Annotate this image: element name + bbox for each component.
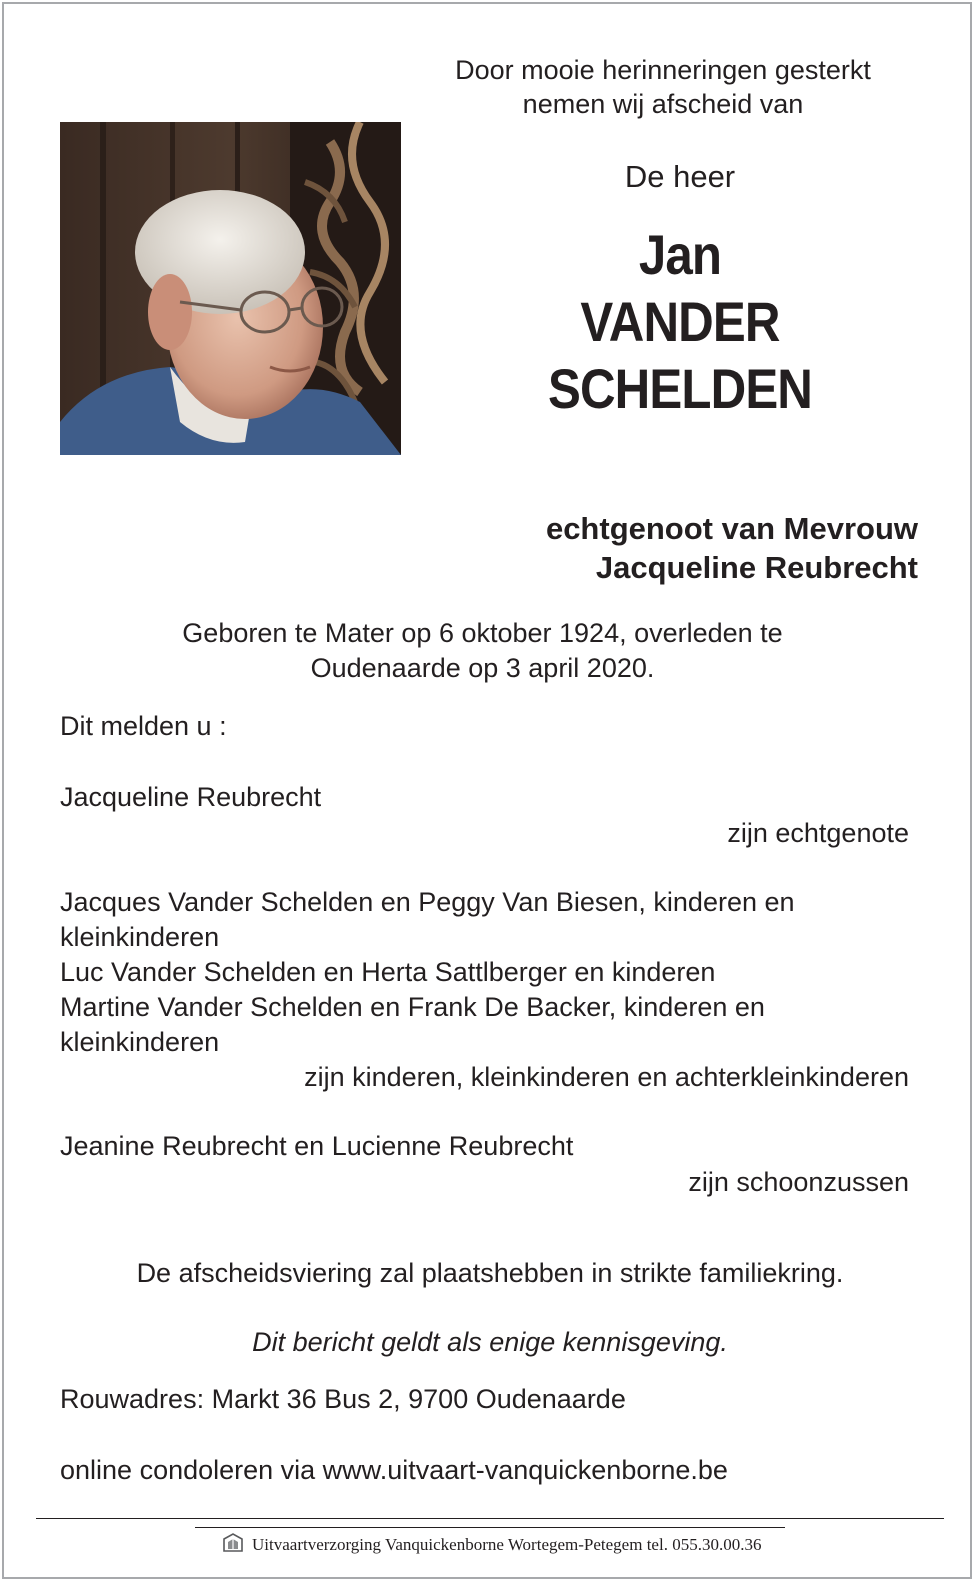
funeral-home-text: Uitvaartverzorging Vanquickenborne Wortegem-Petegem tel. 055.30.00.36 <box>252 1535 762 1554</box>
children-line-3: Luc Vander Schelden en Herta Sattlberger en kinderen <box>60 957 716 987</box>
intro-line-2: nemen wij afscheid van <box>522 89 804 119</box>
birth-death-line-1: Geboren te Mater op 6 oktober 1924, overleden te <box>182 618 783 648</box>
birth-death-line-2: Oudenaarde op 3 april 2020. <box>310 653 655 683</box>
funeral-home-logo-icon <box>222 1533 244 1558</box>
inlaws-names: Jeanine Reubrecht en Lucienne Reubrecht <box>60 1131 574 1161</box>
intro-line-1: Door mooie herinneringen gesterkt <box>455 55 871 85</box>
spouse-line-2: Jacqueline Reubrecht <box>595 550 918 585</box>
condolence-link[interactable]: online condoleren via www.uitvaart-vanquickenborne.be <box>60 1455 728 1485</box>
spouse-name: Jacqueline Reubrecht <box>60 782 322 812</box>
official-notice: Dit bericht geldt als enige kennisgeving. <box>252 1327 728 1357</box>
deceased-last-name-1: VANDER <box>580 290 780 353</box>
deceased-first-name: Jan <box>638 223 722 286</box>
ceremony-notice: De afscheidsviering zal plaatshebben in strikte familiekring. <box>136 1258 844 1288</box>
spouse-line-1: echtgenoot van Mevrouw <box>545 511 918 546</box>
children-line-5: kleinkinderen <box>60 1027 220 1057</box>
footer-divider <box>36 1518 944 1519</box>
children-relation: zijn kinderen, kleinkinderen en achterkleinkinderen <box>304 1062 909 1092</box>
inlaws-relation: zijn schoonzussen <box>688 1167 909 1197</box>
children-line-1: Jacques Vander Schelden en Peggy Van Biesen, kinderen en <box>60 887 795 917</box>
children-line-2: kleinkinderen <box>60 922 220 952</box>
title-prefix: De heer <box>624 159 736 194</box>
children-line-4: Martine Vander Schelden en Frank De Backer, kinderen en <box>60 992 765 1022</box>
announce-intro: Dit melden u : <box>60 711 227 741</box>
funeral-home-footer <box>222 1532 761 1558</box>
portrait-photo <box>60 122 401 455</box>
spouse-relation: zijn echtgenote <box>727 818 909 848</box>
deceased-last-name-2: SCHELDEN <box>547 357 813 420</box>
mourning-address: Rouwadres: Markt 36 Bus 2, 9700 Oudenaarde <box>60 1384 626 1414</box>
footer-divider-short <box>195 1527 785 1528</box>
